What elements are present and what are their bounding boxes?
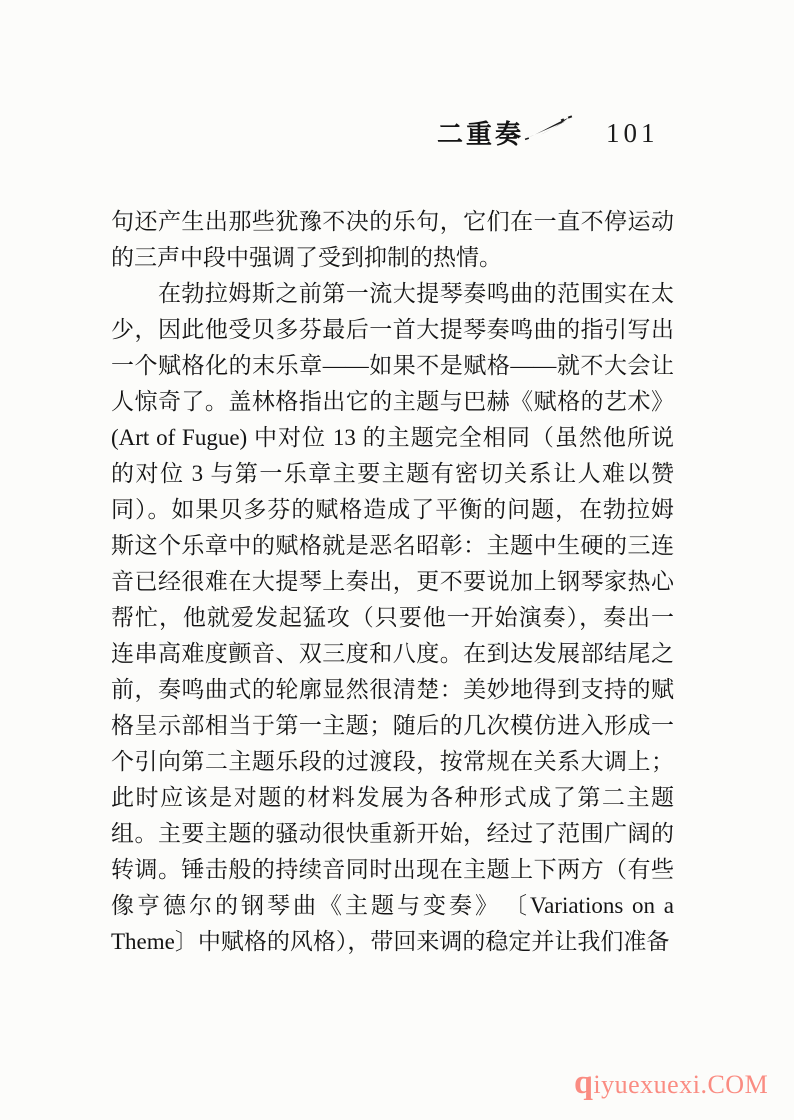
text-line: 此时应该是对题的材料发展为各种形式成了第二主题 <box>111 785 674 810</box>
text-line: 帮忙，他就爱发起猛攻（只要他一开始演奏），奏出一 <box>111 605 674 630</box>
text-line: 前，奏鸣曲式的轮廓显然很清楚：美妙地得到支持的赋 <box>111 677 674 702</box>
text-line: 的三声中段中强调了受到抑制的热情。 <box>111 245 502 270</box>
text-line: 个引向第二主题乐段的过渡段，按常规在关系大调上； <box>111 749 674 774</box>
calligraphic-stroke-icon <box>524 110 576 146</box>
text-line: 少，因此他受贝多芬最后一首大提琴奏鸣曲的指引写出 <box>111 317 674 342</box>
watermark-text: qiyuexuexi.COM <box>574 1064 769 1101</box>
text-line: 一个赋格化的末乐章——如果不是赋格——就不大会让 <box>111 353 674 378</box>
text-line: 句还产生出那些犹豫不决的乐句，它们在一直不停运动 <box>111 209 674 234</box>
text-line: 像亨德尔的钢琴曲《主题与变奏》 〔Variations on a <box>111 893 674 918</box>
text-line: 在勃拉姆斯之前第一流大提琴奏鸣曲的范围实在太 <box>111 281 674 306</box>
text-line: 斯这个乐章中的赋格就是恶名昭彰：主题中生硬的三连 <box>111 533 674 558</box>
page-title: 二重奏 <box>437 120 525 149</box>
text-line: 格呈示部相当于第一主题；随后的几次模仿进入形成一 <box>111 713 674 738</box>
text-line: 组。主要主题的骚动很快重新开始，经过了范围广阔的 <box>111 821 674 846</box>
page-number: 101 <box>606 118 659 148</box>
text-line: 人惊奇了。盖林格指出它的主题与巴赫《赋格的艺术》 <box>111 389 674 414</box>
text-line: 连串高难度颤音、双三度和八度。在到达发展部结尾之 <box>111 641 674 666</box>
body-text <box>111 204 674 960</box>
text-line: 同）。如果贝多芬的赋格造成了平衡的问题，在勃拉姆 <box>111 497 674 522</box>
text-line: 音已经很难在大提琴上奏出，更不要说加上钢琴家热心 <box>111 569 674 594</box>
text-line: 的对位 3 与第一乐章主要主题有密切关系让人难以赞 <box>111 461 674 486</box>
text-line: (Art of Fugue) 中对位 13 的主题完全相同（虽然他所说 <box>111 425 674 450</box>
text-line: Theme〕中赋格的风格），带回来调的稳定并让我们准备 <box>111 929 670 954</box>
text-line: 转调。锤击般的持续音同时出现在主题上下两方（有些 <box>111 857 674 882</box>
